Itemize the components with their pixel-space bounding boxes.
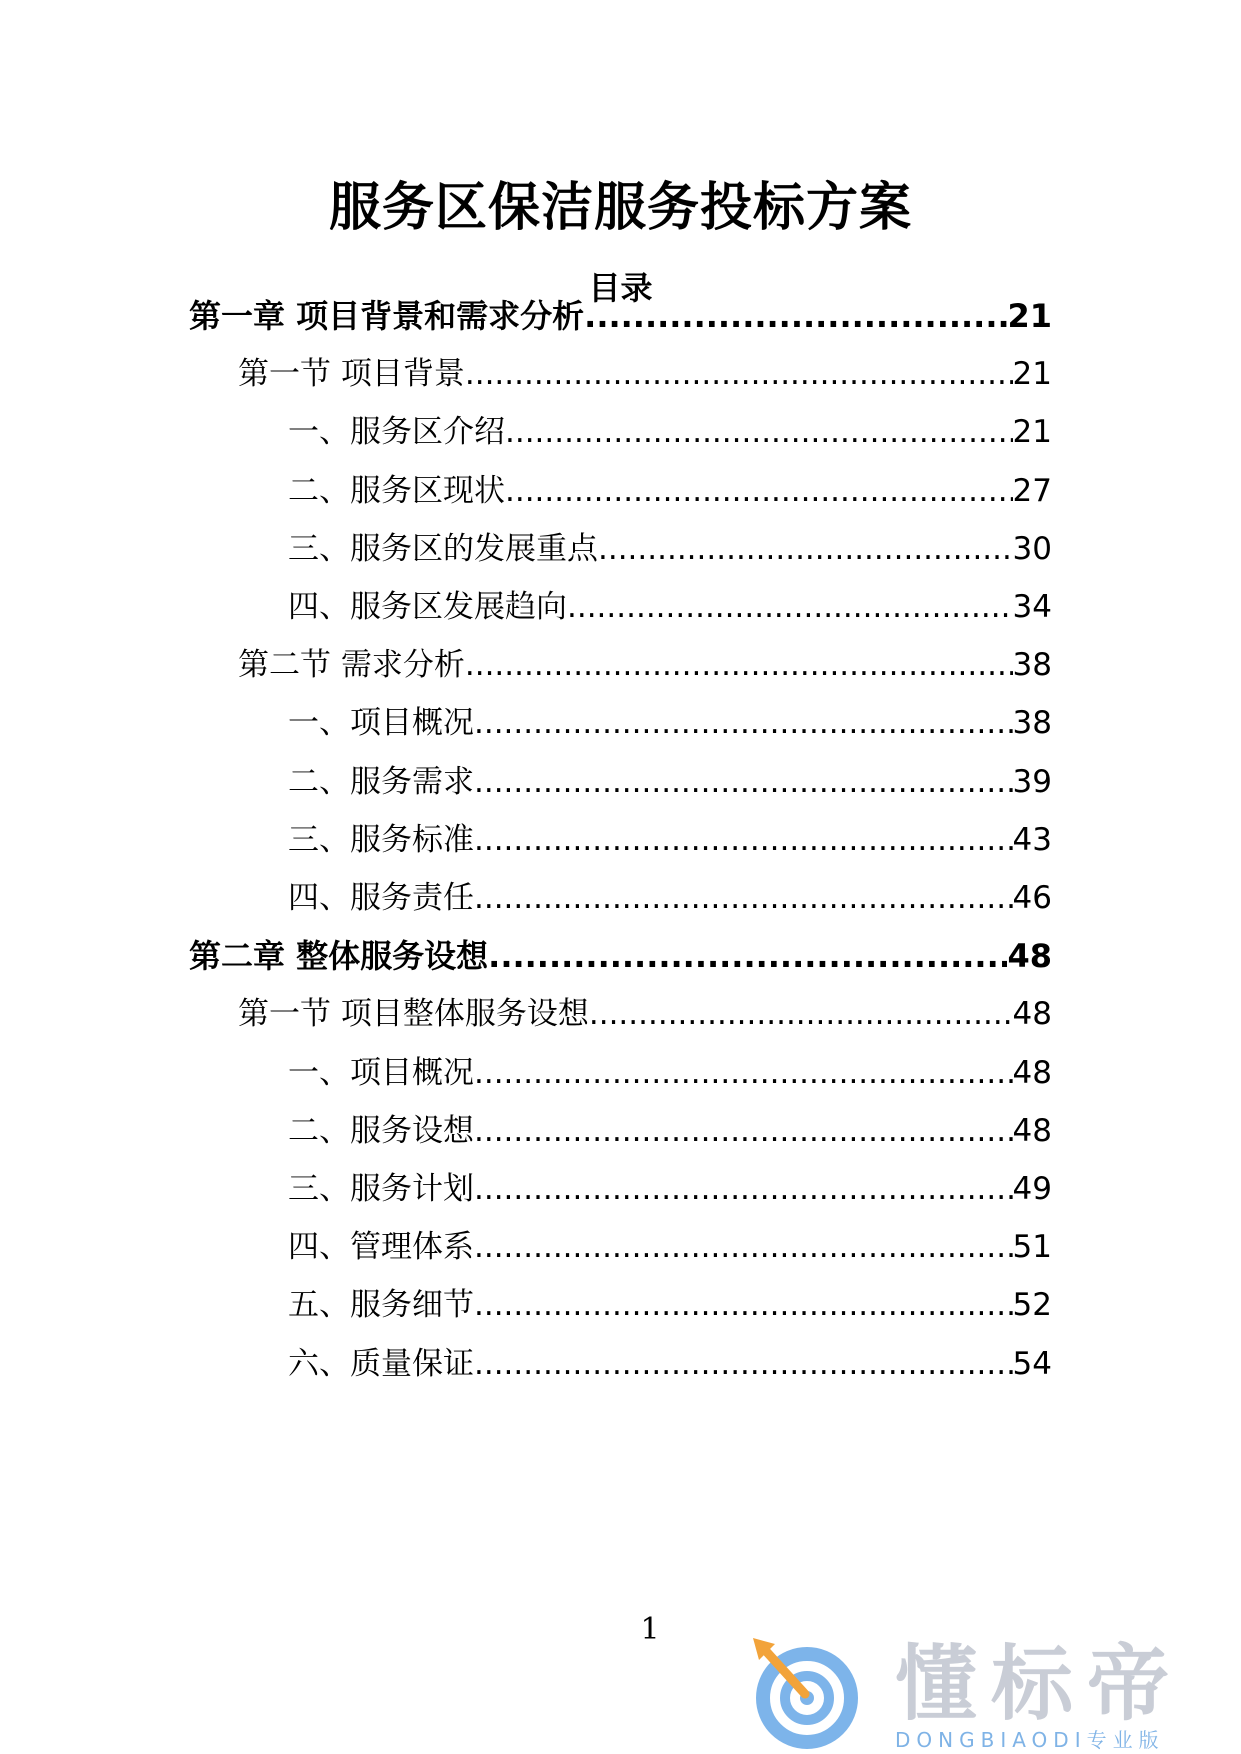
toc-entry[interactable] xyxy=(288,527,1052,571)
toc-leader-dots xyxy=(465,352,1013,396)
toc-entry-label: 一、项目概况 xyxy=(288,705,474,742)
toc-leader-dots xyxy=(474,1109,1013,1153)
toc-leader-dots xyxy=(474,760,1013,804)
toc-entry-label: 四、服务责任 xyxy=(288,880,474,916)
toc-leader-dots xyxy=(474,1225,1013,1269)
toc-entry-page: 30 xyxy=(1012,530,1052,567)
toc-entry-label: 二、服务设想 xyxy=(288,1112,474,1149)
toc-entry[interactable] xyxy=(238,643,1052,687)
toc-entry-label: 四、管理体系 xyxy=(288,1229,474,1266)
toc-leader-dots xyxy=(474,1167,1013,1211)
toc-entry-page: 52 xyxy=(1012,1287,1052,1324)
toc-entry-page: 48 xyxy=(1007,937,1052,976)
toc-entry[interactable] xyxy=(288,469,1052,513)
toc-entry[interactable] xyxy=(189,294,1052,338)
toc-entry[interactable] xyxy=(288,1342,1052,1386)
toc-entry-page: 21 xyxy=(1012,356,1052,393)
toc-entry[interactable] xyxy=(288,410,1052,454)
toc-entry-page: 48 xyxy=(1012,1112,1052,1149)
toc-entry-label: 四、服务区发展趋向 xyxy=(288,589,567,625)
toc-entry-page: 48 xyxy=(1012,996,1052,1033)
toc-leader-dots xyxy=(584,294,1007,338)
toc-entry[interactable] xyxy=(288,1167,1052,1211)
toc-entry[interactable] xyxy=(288,701,1052,745)
toc-leader-dots xyxy=(465,643,1013,687)
toc-entry[interactable] xyxy=(238,992,1052,1036)
toc-entry[interactable] xyxy=(189,934,1052,978)
watermark-brand: 懂标帝 xyxy=(895,1637,1184,1732)
toc-entry-label: 第二章 整体服务设想 xyxy=(189,937,489,976)
toc-entry-label: 五、服务细节 xyxy=(288,1287,474,1324)
toc-entry-label: 三、服务区的发展重点 xyxy=(288,530,598,567)
toc-leader-dots xyxy=(488,934,1007,978)
toc-leader-dots xyxy=(505,410,1013,454)
toc-entry[interactable] xyxy=(288,1051,1052,1095)
toc-entry[interactable] xyxy=(288,1283,1052,1327)
toc-entry[interactable] xyxy=(288,585,1052,629)
toc-entry-page: 51 xyxy=(1012,1229,1052,1266)
toc-entry-page: 27 xyxy=(1012,472,1052,509)
toc-entry-label: 一、服务区介绍 xyxy=(288,414,505,451)
toc-leader-dots xyxy=(474,701,1013,745)
watermark xyxy=(745,1632,1241,1754)
toc-heading: 目录 xyxy=(588,269,653,307)
toc-leader-dots xyxy=(474,1051,1013,1095)
toc-entry[interactable] xyxy=(238,352,1052,396)
document-title: 服务区保洁服务投标方案 xyxy=(328,178,912,238)
toc-entry-page: 49 xyxy=(1012,1171,1052,1207)
toc-entry-page: 21 xyxy=(1007,297,1052,335)
toc-entry-label: 第一节 项目整体服务设想 xyxy=(238,996,589,1033)
toc-entry-page: 43 xyxy=(1012,821,1052,858)
toc-entry-page: 54 xyxy=(1012,1345,1052,1382)
toc-entry-page: 38 xyxy=(1012,647,1052,684)
toc-entry-label: 三、服务标准 xyxy=(288,821,474,858)
toc-leader-dots xyxy=(474,1283,1013,1327)
toc-entry-label: 第一节 项目背景 xyxy=(238,356,465,393)
toc-entry[interactable] xyxy=(288,1109,1052,1153)
toc-leader-dots xyxy=(505,469,1013,513)
toc-entry[interactable] xyxy=(288,876,1052,920)
toc-entry-page: 39 xyxy=(1012,763,1052,800)
toc-entry-label: 二、服务区现状 xyxy=(288,472,505,509)
watermark-tagline: DONGBIAODI专业版 xyxy=(895,1728,1165,1752)
toc-entry-label: 第一章 项目背景和需求分析 xyxy=(189,297,585,335)
toc-leader-dots xyxy=(474,876,1013,920)
toc-entry-page: 48 xyxy=(1012,1054,1052,1091)
toc-entry-page: 21 xyxy=(1012,414,1052,451)
toc-entry[interactable] xyxy=(288,760,1052,804)
toc-entry-page: 34 xyxy=(1012,589,1052,625)
toc-entry-label: 六、质量保证 xyxy=(288,1345,474,1382)
toc-leader-dots xyxy=(474,1342,1013,1386)
toc-entry[interactable] xyxy=(288,818,1052,862)
toc-entry[interactable] xyxy=(288,1225,1052,1269)
toc-leader-dots xyxy=(598,527,1013,571)
toc-leader-dots xyxy=(567,585,1013,629)
toc-entry-page: 46 xyxy=(1012,880,1052,916)
toc-entry-label: 三、服务计划 xyxy=(288,1171,474,1207)
toc-entry-page: 38 xyxy=(1012,705,1052,742)
target-arrow-icon xyxy=(745,1632,875,1754)
toc-leader-dots xyxy=(474,818,1013,862)
page-number: 1 xyxy=(640,1612,660,1647)
toc-entry-label: 第二节 需求分析 xyxy=(238,647,465,684)
toc-entry-label: 二、服务需求 xyxy=(288,763,474,800)
toc-leader-dots xyxy=(589,992,1013,1036)
toc-entry-label: 一、项目概况 xyxy=(288,1054,474,1091)
